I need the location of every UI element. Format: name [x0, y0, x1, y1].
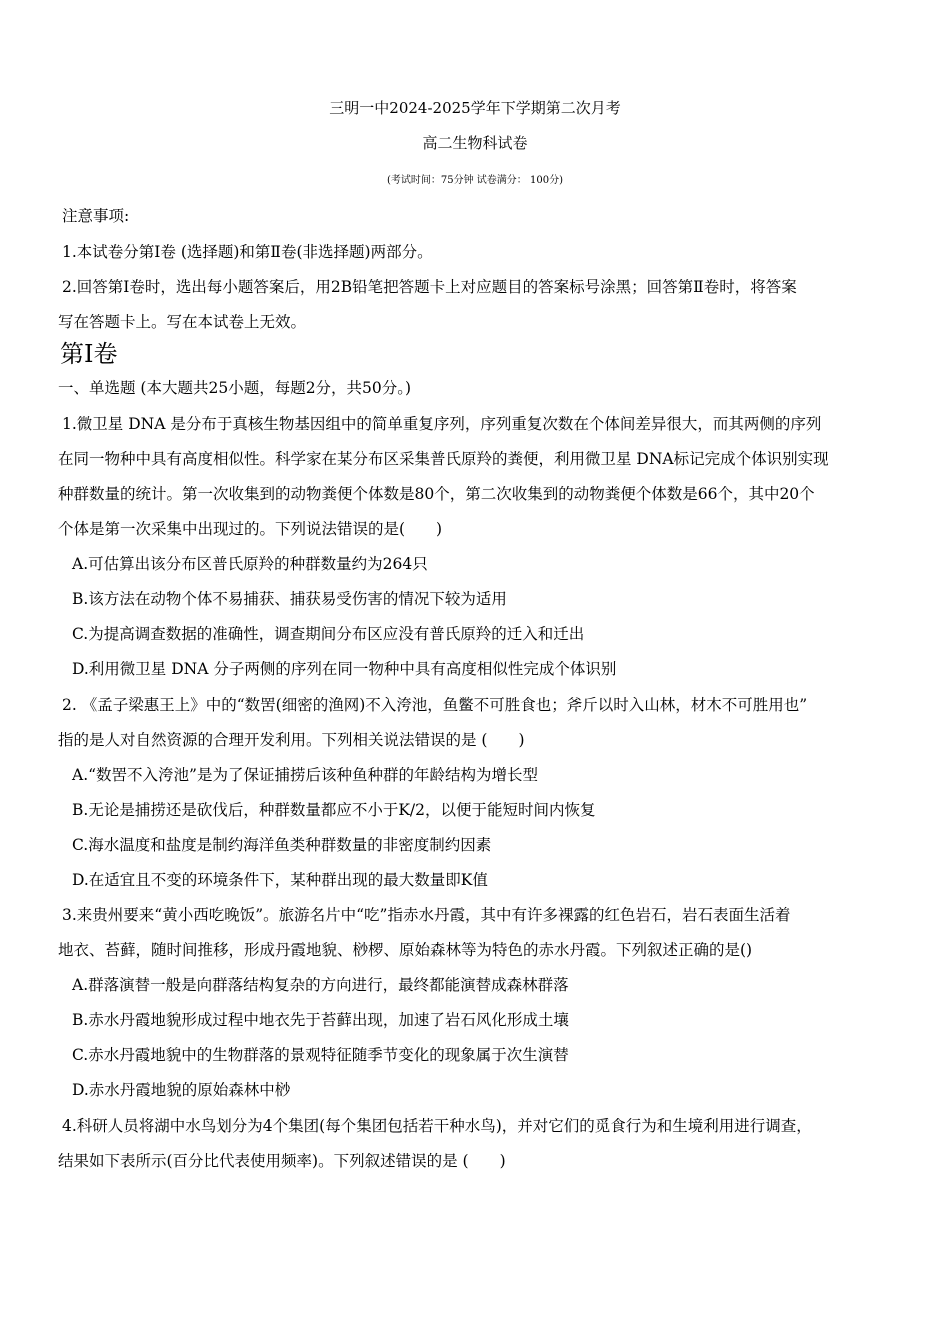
- part-1-title: 第Ⅰ卷: [60, 340, 118, 368]
- q4-stem-line: 结果如下表所示(百分比代表使用频率)。下列叙述错误的是 ( ): [58, 1152, 506, 1170]
- notice-item-2-line-1: 2.回答第Ⅰ卷时，选出每小题答案后，用2B铅笔把答题卡上对应题目的答案标号涂黑；回答第Ⅱ卷时，将答案: [62, 278, 797, 296]
- q2-option-b: B.无论是捕捞还是砍伐后，种群数量都应不小于K/2，以便于能短时间内恢复: [72, 801, 596, 819]
- q4-stem-line: 4.科研人员将湖中水鸟划分为4个集团(每个集团包括若干种水鸟)，并对它们的觅食行为和生境利用进行调查，: [62, 1117, 812, 1135]
- exam-title: 三明一中2024-2025学年下学期第二次月考: [329, 99, 621, 117]
- exam-info: (考试时间：75分钟 试卷满分： 100分): [387, 175, 563, 186]
- q2-stem-line: 2. 《孟子梁惠王上》中的“数罟(细密的渔网)不入洿池，鱼鳖不可胜食也；斧斤以时入山林，材木不可胜用也”: [62, 696, 808, 714]
- q1-option-a: A.可估算出该分布区普氏原羚的种群数量约为264只: [72, 555, 428, 573]
- notice-heading: 注意事项:: [62, 207, 130, 225]
- exam-subject-title: 高二生物科试卷: [422, 134, 528, 152]
- q1-stem-line: 个体是第一次采集中出现过的。下列说法错误的是( ): [58, 520, 443, 538]
- q3-stem-line: 3.来贵州要来“黄小西吃晚饭”。旅游名片中“吃”指赤水丹霞，其中有许多裸露的红色岩石，岩石表面生活着: [62, 906, 791, 924]
- q1-stem-line: 在同一物种中具有高度相似性。科学家在某分布区采集普氏原羚的粪便，利用微卫星 DNA标记完成个体识别实现: [58, 450, 829, 468]
- section-heading-single-choice: 一、单选题 (本大题共25小题，每题2分，共50分。): [58, 379, 412, 397]
- q3-option-a: A.群落演替一般是向群落结构复杂的方向进行，最终都能演替成森林群落: [72, 976, 569, 994]
- q3-option-b: B.赤水丹霞地貌形成过程中地衣先于苔藓出现，加速了岩石风化形成土壤: [72, 1011, 569, 1029]
- q3-stem-line: 地衣、苔藓，随时间推移，形成丹霞地貌、桫椤、原始森林等为特色的赤水丹霞。下列叙述正确的是(): [58, 941, 753, 959]
- q2-stem-line: 指的是人对自然资源的合理开发利用。下列相关说法错误的是 ( ): [58, 731, 525, 749]
- q1-option-c: C.为提高调查数据的准确性，调查期间分布区应没有普氏原羚的迁入和迁出: [72, 625, 585, 643]
- q3-option-c: C.赤水丹霞地貌中的生物群落的景观特征随季节变化的现象属于次生演替: [72, 1046, 569, 1064]
- q3-option-d: D.赤水丹霞地貌的原始森林中桫: [72, 1081, 291, 1099]
- q2-option-d: D.在适宜且不变的环境条件下，某种群出现的最大数量即K值: [72, 871, 488, 889]
- notice-item-1: 1.本试卷分第Ⅰ卷 (选择题)和第Ⅱ卷(非选择题)两部分。: [62, 243, 433, 261]
- q1-stem-line: 1.微卫星 DNA 是分布于真核生物基因组中的简单重复序列，序列重复次数在个体间差异很大，而其两侧的序列: [62, 415, 822, 433]
- q1-option-b: B.该方法在动物个体不易捕获、捕获易受伤害的情况下较为适用: [72, 590, 507, 608]
- q2-option-c: C.海水温度和盐度是制约海洋鱼类种群数量的非密度制约因素: [72, 836, 492, 854]
- q2-option-a: A.“数罟不入洿池”是为了保证捕捞后该种鱼种群的年龄结构为增长型: [72, 766, 538, 784]
- q1-option-d: D.利用微卫星 DNA 分子两侧的序列在同一物种中具有高度相似性完成个体识别: [72, 660, 617, 678]
- q1-stem-line: 种群数量的统计。第一次收集到的动物粪便个体数是80个，第二次收集到的动物粪便个体数是66个，其中20个: [58, 485, 815, 503]
- notice-item-2-line-2: 写在答题卡上。写在本试卷上无效。: [58, 313, 307, 331]
